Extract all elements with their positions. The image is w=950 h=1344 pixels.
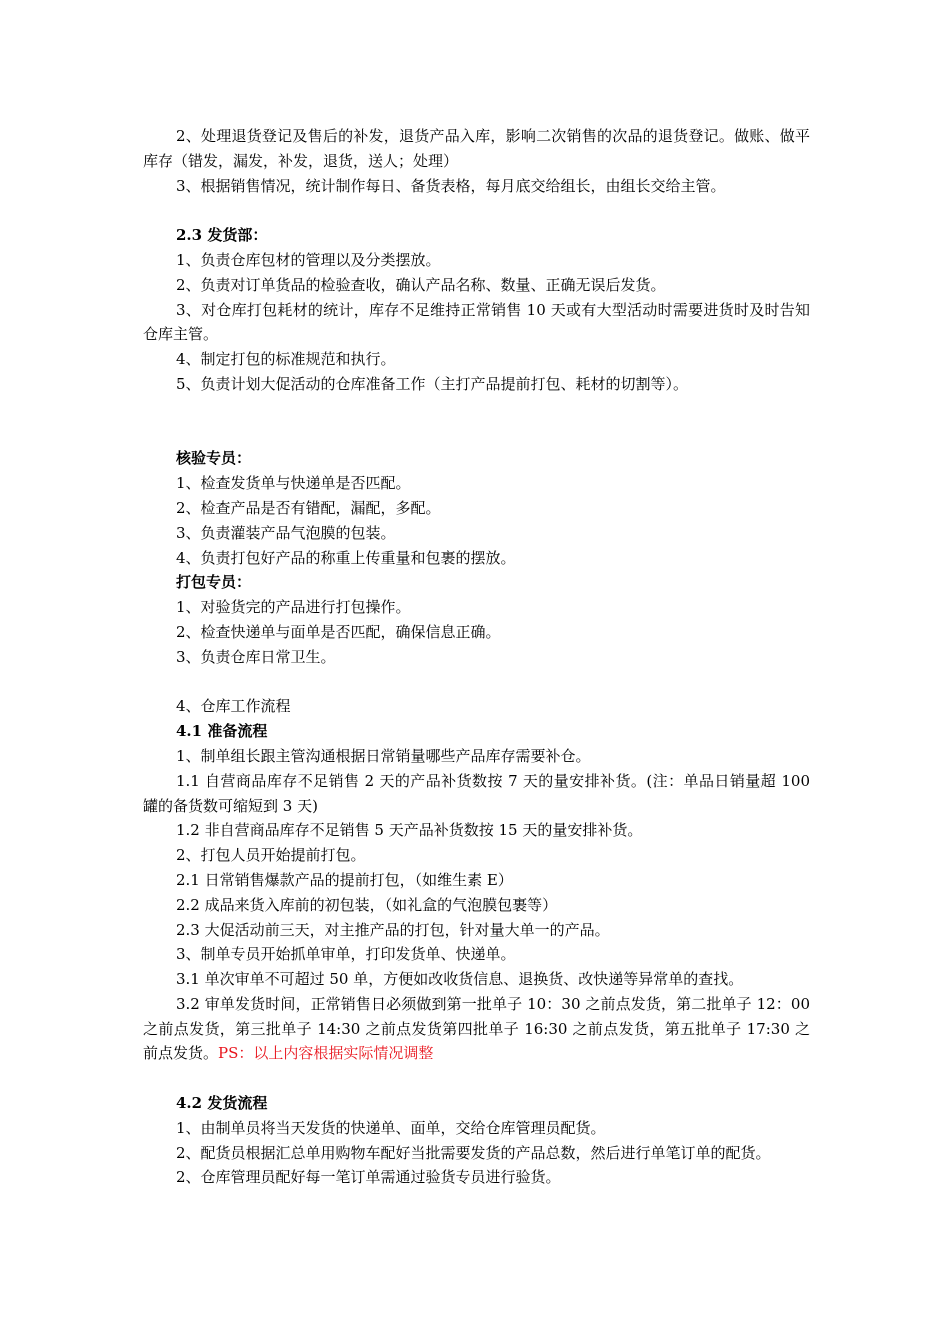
list-item: 5、负责计划大促活动的仓库准备工作（主打产品提前打包、耗材的切割等）。 [176, 374, 689, 393]
list-item: 2.1 日常销售爆款产品的提前打包，（如维生素 E） [176, 870, 513, 889]
list-item: 2、仓库管理员配好每一笔订单需通过验货专员进行验货。 [176, 1168, 561, 1187]
section-heading-shipping-dept: 2.3 发货部： [176, 226, 268, 245]
list-item: 2、检查产品是否有错配，漏配，多配。 [176, 498, 441, 517]
subsection-heading-prep: 4.1 准备流程 [176, 722, 268, 741]
section-heading-workflow: 4、仓库工作流程 [176, 697, 291, 716]
list-item: 2、配货员根据汇总单用购物车配好当批需要发货的产品总数，然后进行单笔订单的配货。 [176, 1143, 771, 1162]
list-item: 1、由制单员将当天发货的快递单、面单，交给仓库管理员配货。 [176, 1118, 606, 1137]
list-item: 2、打包人员开始提前打包。 [176, 846, 366, 865]
list-item: 1、检查发货单与快递单是否匹配。 [176, 474, 411, 493]
subsection-heading-shipping: 4.2 发货流程 [176, 1094, 268, 1113]
list-item: 3、负责灌装产品气泡膜的包装。 [176, 523, 396, 542]
list-item: 3、负责仓库日常卫生。 [176, 647, 336, 666]
list-item: 3、制单专员开始抓单审单，打印发货单、快递单。 [176, 945, 516, 964]
list-item: 2、负责对订单货品的检验查收，确认产品名称、数量、正确无误后发货。 [176, 275, 666, 294]
section-heading-packer: 打包专员： [176, 573, 252, 592]
list-item: 2.2 成品来货入库前的初包装，（如礼盒的气泡膜包裹等） [176, 895, 558, 914]
list-item-text: 3.2 审单发货时间，正常销售日必须做到第一批单子 10：30 之前点发货，第二批单子 12：00 之前点发货，第三批单子 14:30 之前点发货第四批单子 16:30 之前点发货，第五批单子 17:30 之前点发货。 [143, 994, 810, 1063]
document-body [143, 124, 810, 1190]
list-item: 1.2 非自营商品库存不足销售 5 天产品补货数按 15 天的量安排补货。 [176, 821, 643, 840]
section-heading-inspector: 核验专员： [176, 449, 252, 468]
list-item: 2.3 大促活动前三天，对主推产品的打包，针对量大单一的产品。 [176, 920, 610, 939]
list-item: 3、对仓库打包耗材的统计，库存不足维持正常销售 10 天或有大型活动时需要进货时及时告知仓库主管。 [143, 300, 810, 344]
list-item: 1、对验货完的产品进行打包操作。 [176, 598, 411, 617]
list-item: 3.1 单次审单不可超过 50 单，方便如改收货信息、退换货、改快递等异常单的查找。 [176, 970, 744, 989]
list-item: 4、制定打包的标准规范和执行。 [176, 350, 396, 369]
paragraph: 2、处理退货登记及售后的补发，退货产品入库，影响二次销售的次品的退货登记。做账、做平库存（错发，漏发，补发，退货，送人；处理） [143, 127, 810, 170]
list-item: 2、检查快递单与面单是否匹配，确保信息正确。 [176, 622, 501, 641]
adjustment-note: PS：以上内容根据实际情况调整 [218, 1044, 434, 1063]
list-item: 1.1 自营商品库存不足销售 2 天的产品补货数按 7 天的量安排补货。(注：单品日销量超 100 罐的备货数可缩短到 3 天) [143, 771, 810, 815]
list-item [143, 992, 810, 1066]
list-item: 1、负责仓库包材的管理以及分类摆放。 [176, 250, 441, 269]
paragraph: 3、根据销售情况，统计制作每日、备货表格，每月底交给组长，由组长交给主管。 [176, 176, 726, 195]
list-item: 4、负责打包好产品的称重上传重量和包裹的摆放。 [176, 548, 516, 567]
list-item: 1、制单组长跟主管沟通根据日常销量哪些产品库存需要补仓。 [176, 746, 591, 765]
